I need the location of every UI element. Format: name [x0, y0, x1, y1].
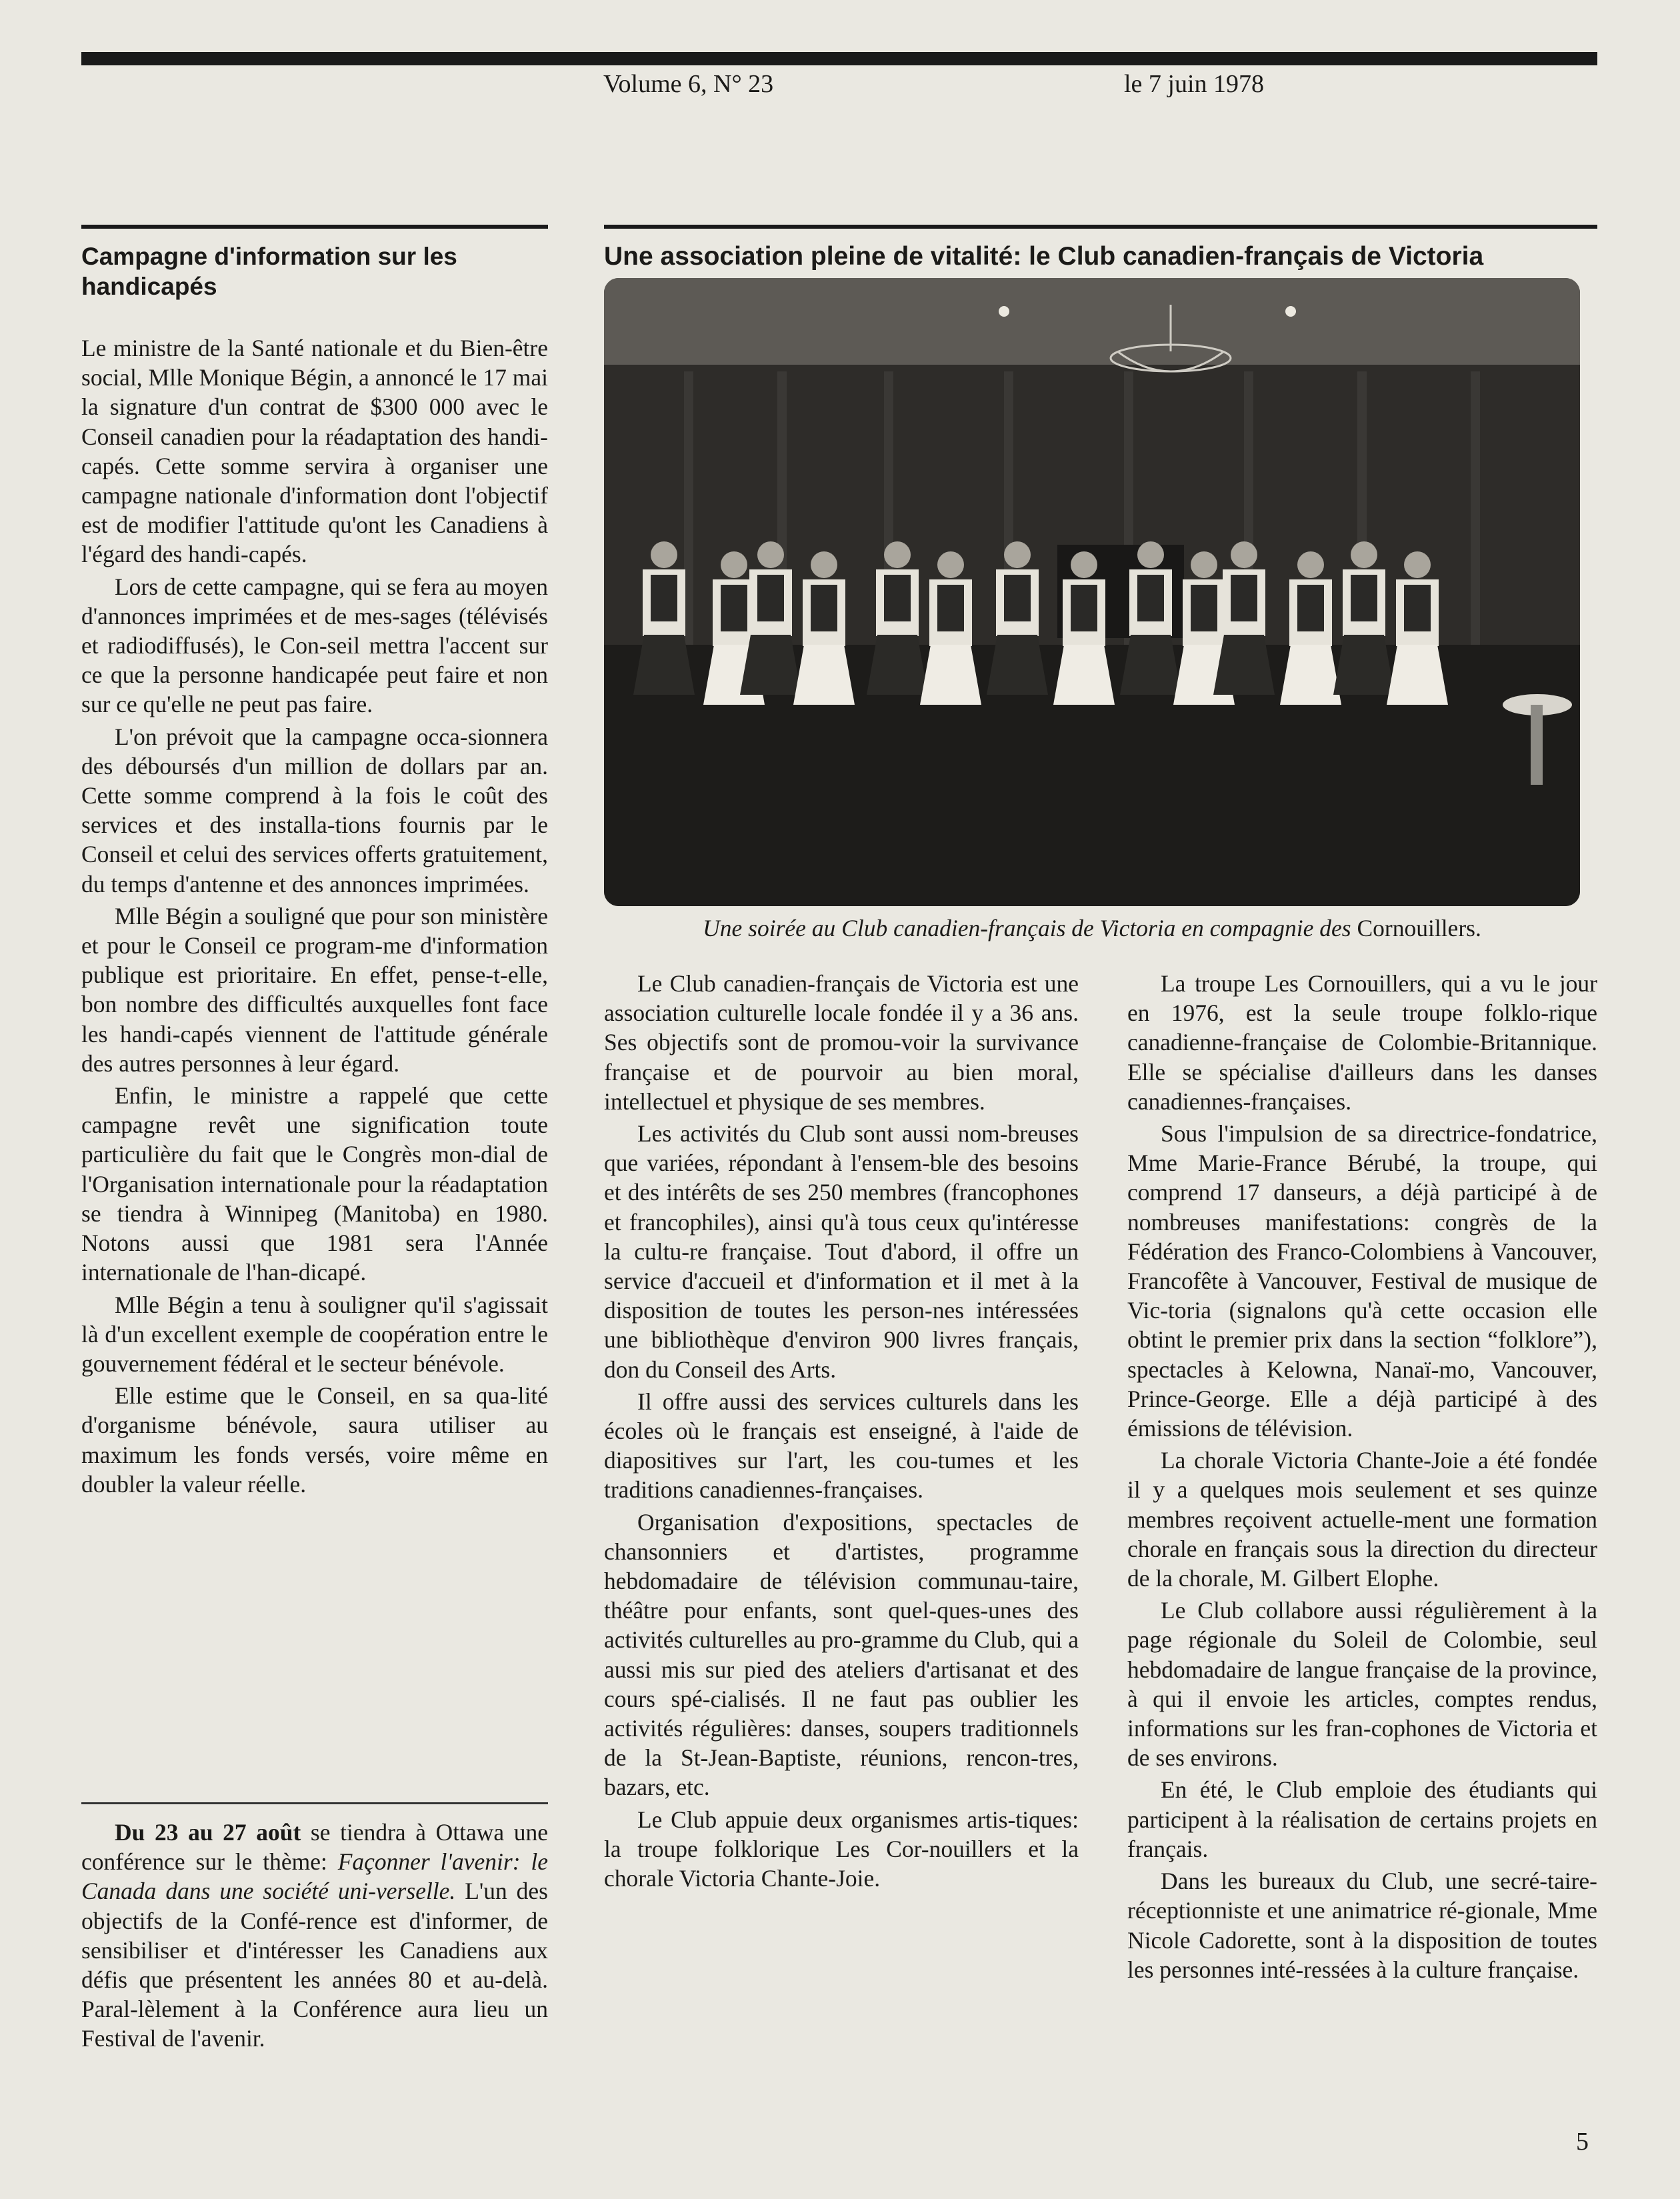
right-article-rule — [604, 225, 1597, 229]
paragraph: Le Club appuie deux organismes artis-tiques: la troupe folklorique Les Cor-nouillers et la chorale Victoria Chante-Joie. — [604, 1806, 1079, 1892]
paragraph: Elle estime que le Conseil, en sa qua-lité d'organisme bénévole, saura utiliser au maximum les fonds versés, voire même en doubler la valeur réelle. — [81, 1382, 548, 1498]
article-body-col1 — [604, 969, 1079, 1893]
article-headline-handicapes: Campagne d'information sur les handicapés — [81, 243, 457, 300]
brief-title: Façonner l'avenir: le Canada dans une société uni-verselle. — [81, 1848, 548, 1905]
paragraph: Le ministre de la Santé nationale et du Bien-être social, Mlle Monique Bégin, a annoncé le 17 mai la signature d'un contrat de $300 000 avec le Conseil canadien pour la réadaptation des handi-capés. Cette somme servira à organiser une campagne nationale d'information dont l'objectif est de modifier l'attitude qu'ont les Canadiens à l'égard des handi-capés. — [81, 335, 548, 568]
brief-text: se tiendra à Ottawa une conférence sur le thème: — [81, 1819, 548, 1876]
article-body-handicapes — [81, 333, 548, 1499]
paragraph: En été, le Club emploie des étudiants qui participent à la réalisation de certains projets en français. — [1127, 1776, 1597, 1862]
paragraph: Enfin, le ministre a rappelé que cette campagne revêt une signification toute particulière du fait que le Congrès mon-dial de l'Organisation internationale pour la réadaptation se tiendra à Winnipeg (Manitoba) en 1980. Notons aussi que 1981 sera l'Année internationale de l'han-dicapé. — [81, 1082, 548, 1286]
brief-lead: Du 23 au 27 août — [115, 1819, 301, 1846]
paragraph: Mlle Bégin a tenu à souligner qu'il s'agissait là d'un excellent exemple de coopération entre le gouvernement fédéral et le secteur bénévole. — [81, 1291, 548, 1377]
paragraph: L'on prévoit que la campagne occa-sionnera des déboursés d'un million de dollars par an. Cette somme comprend à la fois le coût des services et des installa-tions fournis par le Conseil et celui des services offerts gratuitement, du temps d'antenne et des annonces imprimées. — [81, 723, 548, 897]
page-number: 5 — [1576, 2128, 1589, 2156]
masthead-bar — [81, 52, 1597, 65]
paragraph: La chorale Victoria Chante-Joie a été fondée il y a quelques mois seulement et ses quinze membres reçoivent actuelle-ment une formation chorale en français sous la direction du directeur de la chorale, M. Gilbert Elophe. — [1127, 1447, 1597, 1592]
volume-number: Volume 6, N° 23 — [603, 70, 774, 98]
paragraph: Les activités du Club sont aussi nom-breuses que variées, répondant à l'ensem-ble des besoins et des intérêts de ses 250 membres (francophones et francophiles), ainsi qu'à tous ceux qu'intéresse la cultu-re française. Tout d'abord, il offre un service d'accueil et d'information et il met à la disposition de toutes les person-nes intéressées une bibliothèque d'environ 900 livres français, don du Conseil des Arts. — [604, 1120, 1079, 1383]
caption-text: Une soirée au Club canadien-français de Victoria en compagnie des — [703, 915, 1357, 941]
caption-text-roman: Cornouillers. — [1357, 915, 1481, 941]
issue-date: le 7 juin 1978 — [1124, 70, 1265, 98]
paragraph: Sous l'impulsion de sa directrice-fondatrice, Mme Marie-France Bérubé, la troupe, qui comprend 17 danseurs, a déjà participé à de nombreuses manifestations: congrès de la Fédération des Franco-Colombiens à Vancouver, Francofête à Vancouver, Festival de musique de Vic-toria (signalons qu'à cette occasion elle obtint le premier prix dans la section “folklore”), spectacles à Kelowna, Nanaï-mo, Vancouver, Prince-George. Elle a déjà participé à des émissions de télévision. — [1127, 1120, 1597, 1442]
photo-caption — [604, 914, 1580, 942]
article-headline-club: Une association pleine de vitalité: le Club canadien-français de Victoria — [604, 242, 1484, 271]
paragraph: Le Club collabore aussi régulièrement à la page régionale du Soleil de Colombie, seul hebdomadaire de langue française de la province, à qui il envoie les articles, comptes rendus, informations sur les fran-cophones de Victoria et de ses environs. — [1127, 1597, 1597, 1772]
paragraph: Mlle Bégin a souligné que pour son ministère et pour le Conseil ce program-me d'information publique est prioritaire. En effet, pense-t-elle, bon nombre des difficultés auxquelles font face les handi-capés viennent de l'attitude générale des autres personnes à leur égard. — [81, 902, 548, 1077]
article-body-col2 — [1127, 969, 1597, 1984]
brief-rule — [81, 1802, 548, 1804]
paragraph: Lors de cette campagne, qui se fera au moyen d'annonces imprimées et de mes-sages (télévisés et radiodiffusés), le Con-seil mettra l'accent sur ce que la personne handicapée peut faire et non sur ce qu'elle ne peut pas faire. — [81, 573, 548, 718]
brief-text: L'un des objectifs de la Confé-rence est d'informer, de sensibiliser et d'intéresser les Canadiens aux défis que présentent les années 80 et au-delà. Paral-lèlement à la Conférence aura lieu un Festival de l'avenir. — [81, 1878, 548, 2052]
paragraph: Il offre aussi des services culturels dans les écoles où le français est enseigné, à l'aide de diapositives sur l'art, les cou-tumes et les traditions canadiennes-françaises. — [604, 1388, 1079, 1504]
paragraph: Organisation d'expositions, spectacles de chansonniers et d'artistes, programme hebdomadaire de télévision communau-taire, théâtre pour enfants, sont quel-ques-unes des activités culturelles au pro-gramme du Club, qui a aussi mis sur pied des ateliers d'artisanat et des cours spé-cialisés. Il ne faut pas oublier les activités régulières: danses, soupers traditionnels de la St-Jean-Baptiste, réunions, rencon-tres, bazars, etc. — [604, 1508, 1079, 1801]
paragraph: Le Club canadien-français de Victoria est une association culturelle locale fondée il y a 36 ans. Ses objectifs sont de promou-voir la survivance française et de pourvoir au bien moral, intellectuel et physique de ses membres. — [604, 970, 1079, 1115]
brief-conference — [81, 1818, 548, 2054]
paragraph: Dans les bureaux du Club, une secré-taire-réceptionniste et une animatrice ré-gionale, Mme Nicole Cadorette, sont à la disposition de toutes les personnes inté-ressées à la culture française. — [1127, 1868, 1597, 1983]
group-of-dancers-photo — [604, 278, 1580, 906]
paragraph: La troupe Les Cornouillers, qui a vu le jour en 1976, est la seule troupe folklo-rique canadienne-française de Colombie-Britannique. Elle se spécialise d'ailleurs dans les danses canadiennes-françaises. — [1127, 970, 1597, 1115]
left-column-rule — [81, 225, 548, 229]
